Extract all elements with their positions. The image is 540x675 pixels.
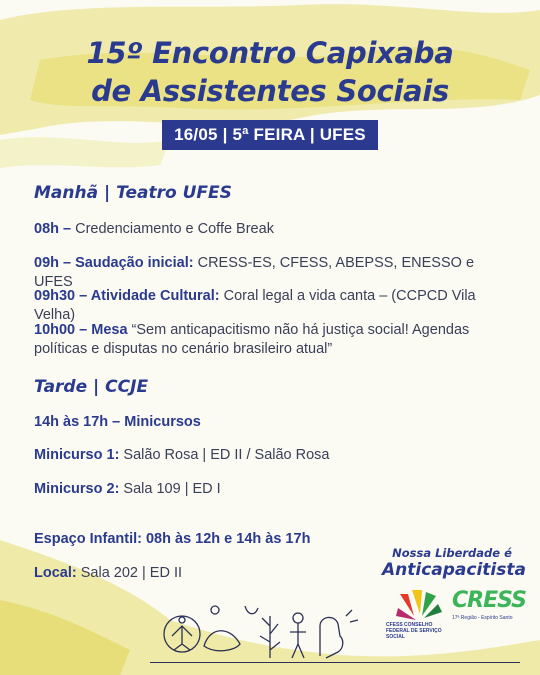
- slogan-line2: Anticapacitista: [382, 560, 526, 580]
- cfess-caption: CFESS CONSELHO FEDERAL DE SERVIÇO SOCIAL: [386, 622, 442, 640]
- slogan-line1: Nossa Liberdade é: [392, 546, 512, 560]
- event-title-line2: de Assistentes Sociais: [91, 74, 449, 108]
- afternoon-section-title: Tarde | CCJE: [34, 377, 149, 397]
- item-label: 08h –: [34, 221, 72, 237]
- schedule-item-atividade-cultural: [34, 287, 504, 325]
- espaco-infantil-label: Espaço Infantil: 08h às 12h e 14h às 17h: [34, 531, 311, 547]
- item-text: Salão Rosa | ED II / Salão Rosa: [119, 447, 330, 463]
- cress-region: 17ª Região - Espírito Santo: [452, 615, 513, 621]
- item-label: 09h30 – Atividade Cultural:: [34, 288, 220, 304]
- morning-section-title: Manhã | Teatro UFES: [34, 183, 232, 203]
- slogan: [382, 546, 526, 580]
- header: [0, 34, 540, 150]
- item-text: Coral legal a vida canta – (CCPCD Vila Velha): [34, 288, 476, 323]
- local-label: Local:: [34, 565, 77, 581]
- local-text: Sala 202 | ED II: [76, 565, 183, 581]
- date-badge: 16/05 | 5ª FEIRA | UFES: [162, 120, 378, 150]
- item-text: CRESS-ES, CFESS, ABEPSS, ENESSO e UFES: [34, 255, 475, 290]
- schedule-item-minicurso-1: [34, 446, 504, 465]
- item-text: Sala 109 | ED I: [119, 481, 221, 497]
- schedule-item-mesa: [34, 321, 504, 359]
- schedule-item-credenciamento: [34, 220, 504, 239]
- item-label: Minicurso 1:: [34, 447, 120, 463]
- accessibility-illustration: [160, 596, 370, 662]
- item-text: Credenciamento e Coffe Break: [71, 221, 274, 237]
- item-text: “Sem anticapacitismo não há justiça social! Agendas políticas e disputas no cenário brasileiro atual”: [34, 322, 470, 357]
- minicursos-label: 14h às 17h – Minicursos: [34, 414, 201, 430]
- cress-logo: [452, 588, 527, 621]
- item-label: 09h – Saudação inicial:: [34, 255, 194, 271]
- item-label: 10h00 – Mesa: [34, 322, 128, 338]
- cress-wordmark: CRESS: [452, 588, 527, 613]
- schedule-item-minicurso-2: [34, 480, 504, 499]
- item-label: Minicurso 2:: [34, 481, 120, 497]
- footer-line: [150, 662, 520, 663]
- event-title-line1: 15º Encontro Capixaba: [86, 36, 454, 70]
- minicursos-heading: [34, 413, 504, 432]
